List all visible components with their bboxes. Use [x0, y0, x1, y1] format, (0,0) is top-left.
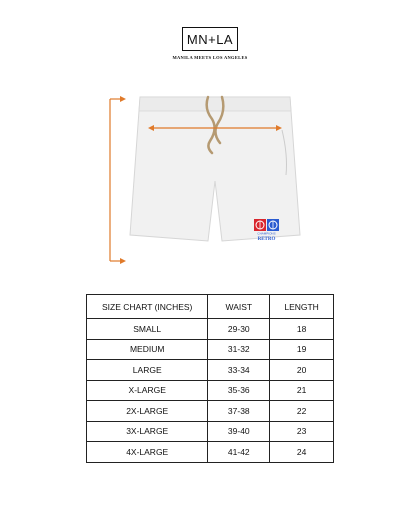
brand-tagline: MANILA MEETS LOS ANGELES [172, 55, 248, 60]
waist-cell: 31-32 [208, 339, 270, 360]
table-row [87, 319, 334, 340]
brand-logo [182, 27, 238, 51]
waist-cell: 39-40 [208, 421, 270, 442]
patch-text-top: CHAMPIONS [257, 231, 276, 236]
waist-cell: 29-30 [208, 319, 270, 340]
shorts-waistband [139, 97, 291, 111]
table-row [87, 442, 334, 463]
brand-logo-text: MN+LA [186, 31, 234, 47]
waist-cell: 41-42 [208, 442, 270, 463]
size-chart-header-row [87, 295, 334, 319]
size-chart-header-size: SIZE CHART (INCHES) [87, 295, 208, 319]
table-row [87, 380, 334, 401]
size-cell: 2X-LARGE [87, 401, 208, 422]
table-row [87, 360, 334, 381]
size-cell: SMALL [87, 319, 208, 340]
table-row [87, 339, 334, 360]
size-cell: 4X-LARGE [87, 442, 208, 463]
size-chart-header-length: LENGTH [270, 295, 334, 319]
size-cell: MEDIUM [87, 339, 208, 360]
length-cell: 22 [270, 401, 334, 422]
length-cell: 23 [270, 421, 334, 442]
size-cell: X-LARGE [87, 380, 208, 401]
length-cell: 19 [270, 339, 334, 360]
length-cell: 20 [270, 360, 334, 381]
waist-cell: 35-36 [208, 380, 270, 401]
length-cell: 18 [270, 319, 334, 340]
shorts-product-image [100, 85, 330, 275]
table-row [87, 401, 334, 422]
length-measure-arrow [110, 96, 126, 264]
size-cell: 3X-LARGE [87, 421, 208, 442]
waist-cell: 37-38 [208, 401, 270, 422]
size-chart-header-waist: WAIST [208, 295, 270, 319]
length-cell: 21 [270, 380, 334, 401]
size-chart-table [86, 294, 334, 463]
size-cell: LARGE [87, 360, 208, 381]
waist-cell: 33-34 [208, 360, 270, 381]
patch-text-bottom: RETRO [257, 237, 276, 242]
length-cell: 24 [270, 442, 334, 463]
table-row [87, 421, 334, 442]
